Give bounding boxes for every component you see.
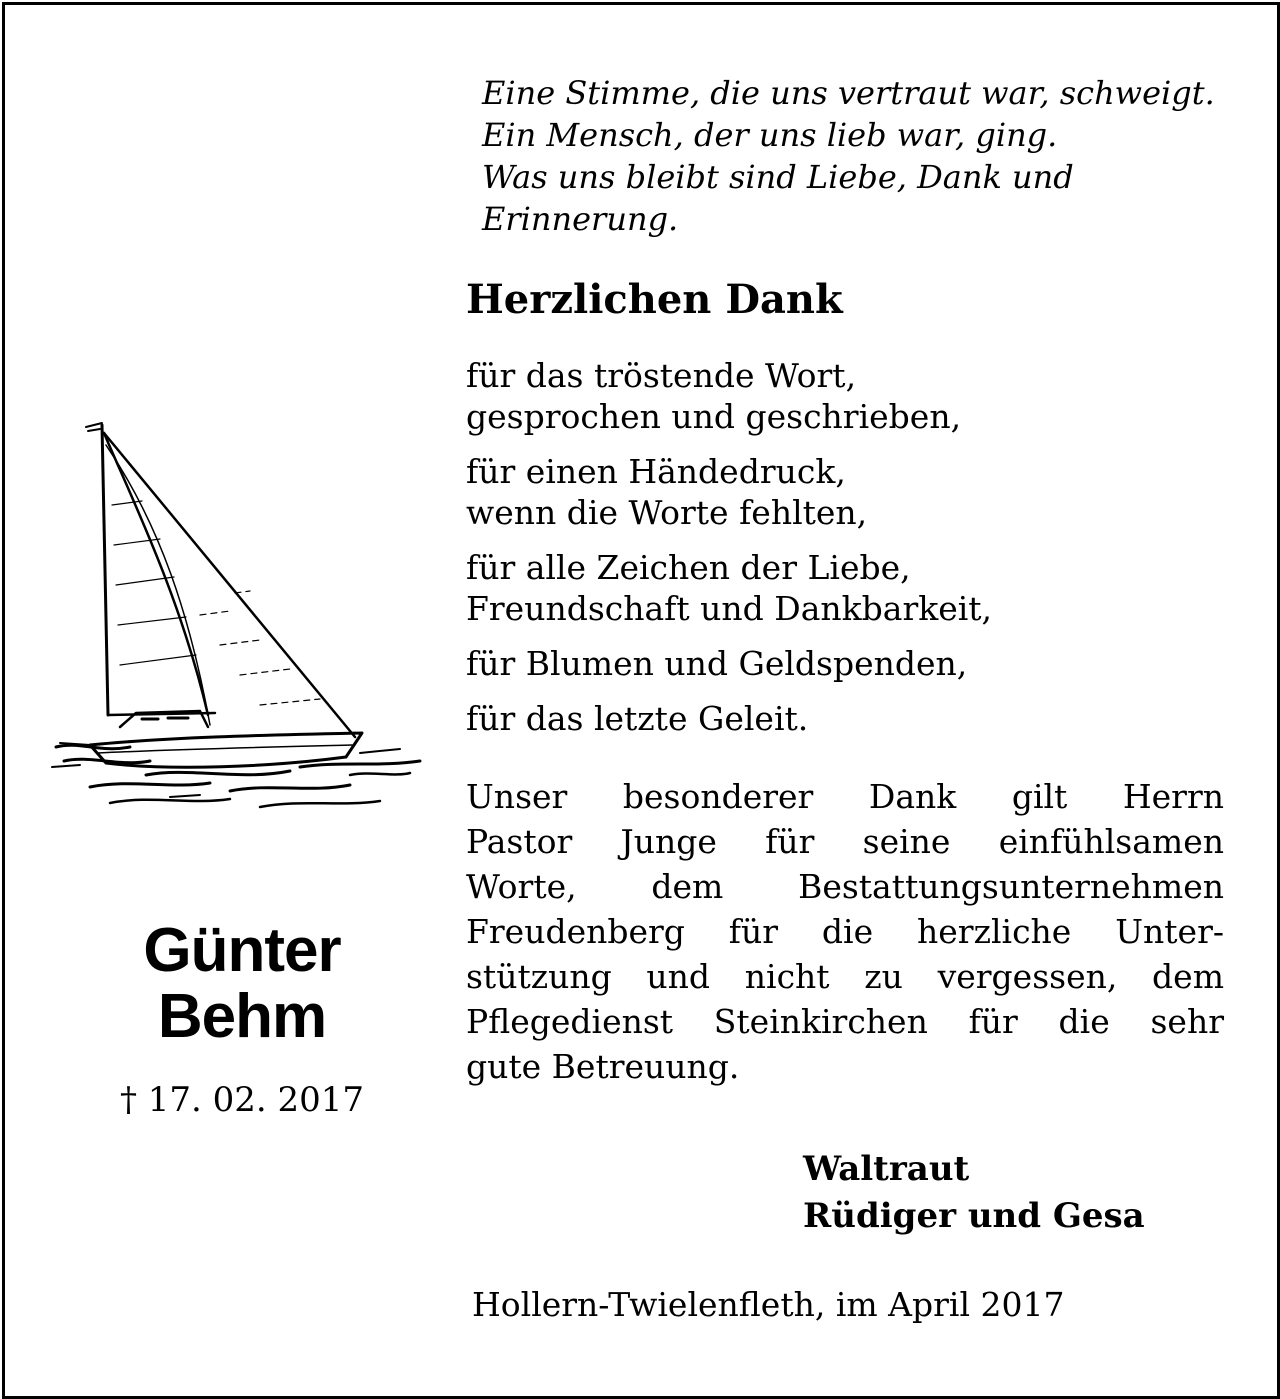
quote-line: Was uns bleibt sind Liebe, Dank und xyxy=(482,158,1074,196)
stanza-line: für einen Händedruck, xyxy=(466,452,846,491)
paragraph-line: Pastor Junge für seine einfühlsamen xyxy=(466,822,1224,861)
special-thanks-paragraph xyxy=(466,774,1224,1089)
stanza-line: wenn die Worte fehlten, xyxy=(466,493,868,532)
signature xyxy=(803,1146,1145,1240)
paragraph-line: stützung und nicht zu vergessen, dem xyxy=(466,957,1224,996)
quote-line: Erinnerung. xyxy=(482,200,679,238)
paragraph-line: Worte, dem Bestattungsunternehmen xyxy=(466,867,1224,906)
paragraph-line: gute Betreuung. xyxy=(466,1047,740,1086)
sailboat-icon xyxy=(50,415,430,815)
deceased-name xyxy=(60,918,424,1050)
place-and-date: Hollern-Twielenfleth, im April 2017 xyxy=(472,1285,1065,1324)
signature-line: Rüdiger und Gesa xyxy=(803,1196,1145,1236)
thanks-heading: Herzlichen Dank xyxy=(466,276,843,323)
thanks-stanzas xyxy=(466,355,1246,753)
paragraph-line: Freudenberg für die herzliche Unter- xyxy=(466,912,1224,951)
quote-line: Eine Stimme, die uns vertraut war, schweigt. xyxy=(482,74,1215,112)
stanza-line: für das tröstende Wort, xyxy=(466,356,857,395)
stanza-line: für das letzte Geleit. xyxy=(466,699,809,738)
stanza xyxy=(466,451,1246,533)
quote-line: Ein Mensch, der uns lieb war, ging. xyxy=(482,116,1058,154)
stanza xyxy=(466,643,1246,684)
first-name: Günter xyxy=(143,916,341,985)
death-date: † 17. 02. 2017 xyxy=(119,1080,365,1120)
last-name: Behm xyxy=(157,982,327,1051)
signature-line: Waltraut xyxy=(803,1149,970,1189)
stanza xyxy=(466,698,1246,739)
stanza xyxy=(466,355,1246,437)
memorial-quote xyxy=(482,72,1262,240)
stanza-line: gesprochen und geschrieben, xyxy=(466,397,962,436)
paragraph-line: Pflegedienst Steinkirchen für die sehr xyxy=(466,1002,1224,1041)
paragraph-line: Unser besonderer Dank gilt Herrn xyxy=(466,777,1224,816)
stanza-line: für alle Zeichen der Liebe, xyxy=(466,548,911,587)
stanza-line: Freundschaft und Dankbarkeit, xyxy=(466,589,993,628)
stanza xyxy=(466,547,1246,629)
stanza-line: für Blumen und Geldspenden, xyxy=(466,644,968,683)
